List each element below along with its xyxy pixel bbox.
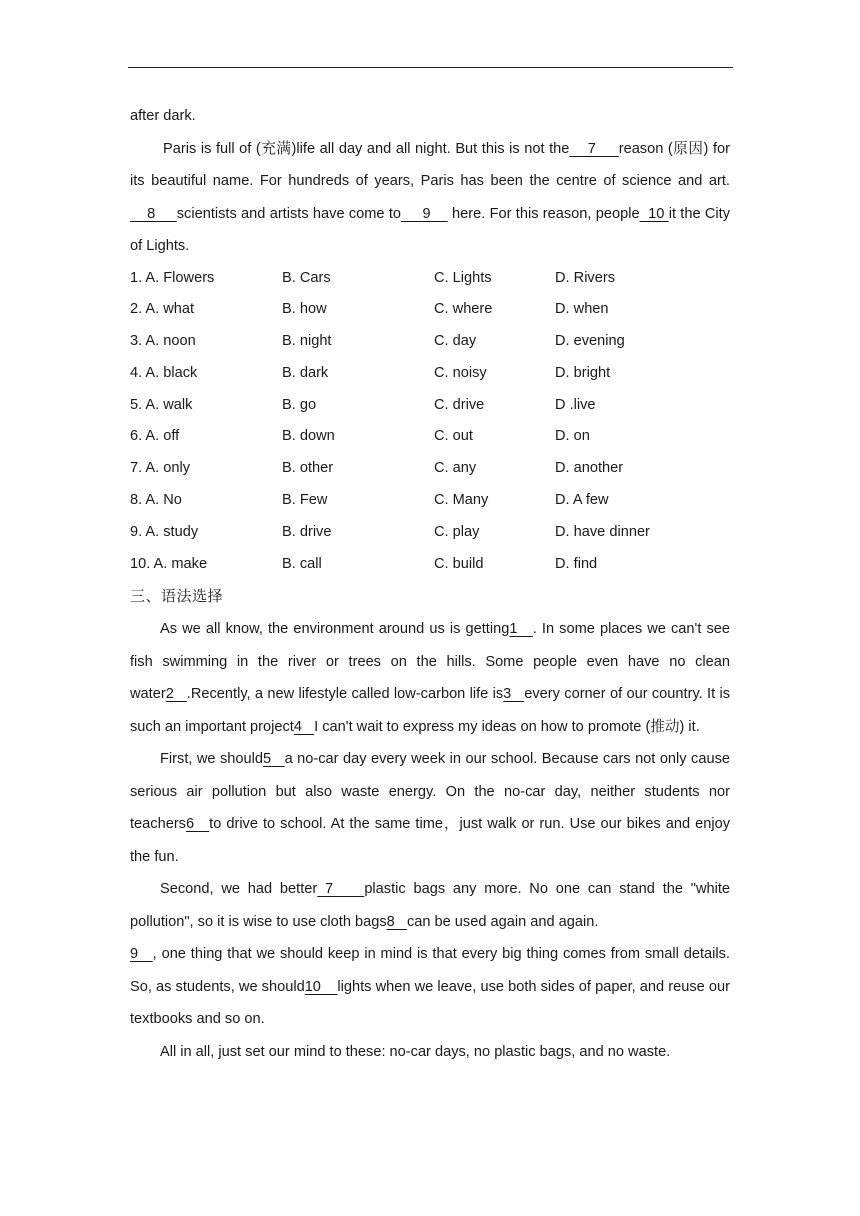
option-a: 7. A. only: [130, 460, 191, 477]
option-c: C. where: [434, 301, 493, 318]
option-d: D. find: [555, 555, 598, 572]
blank-9b: 9: [130, 946, 153, 963]
option-row: [130, 549, 730, 581]
option-a: 8. A. No: [130, 492, 182, 509]
blank-8b: 8: [386, 913, 407, 930]
option-c: C. day: [434, 333, 477, 350]
blank-7b: 7: [317, 881, 365, 898]
paragraph-text: Second, we had better: [160, 881, 318, 898]
option-b: B. dark: [282, 364, 329, 381]
paragraph-text: . In some places we can't see fish swimming in the river or trees on the hills. Some people even have no clean water: [130, 621, 731, 703]
option-row: [130, 358, 730, 390]
paragraph-text: .Recently, a new lifestyle called low-carbon life is: [186, 686, 504, 703]
option-d: D. evening: [555, 333, 625, 350]
paragraph-text: after dark.: [130, 108, 196, 124]
blank-1: 1: [509, 621, 533, 638]
option-b: B. Cars: [282, 269, 331, 286]
option-c: C. noisy: [434, 364, 487, 381]
paragraph-text: here. For this reason, people: [447, 205, 640, 222]
option-d: D. another: [555, 460, 624, 477]
paragraph-text: reason (原因) for its beautiful name. For hundreds of years, Paris has been the centre of science and art.: [130, 140, 731, 189]
paragraph-text: to drive to school. At the same time，just walk or run. Use our bikes and enjoy the fun.: [130, 816, 730, 865]
option-c: C. drive: [434, 396, 485, 413]
blank-2: 2: [165, 686, 187, 703]
header-rule: [128, 67, 733, 68]
option-row: [130, 517, 730, 549]
paragraph-text: it the City of Lights.: [130, 205, 731, 254]
paragraph-text: Paris is full of (充满)life all day and all night. But this is not the: [163, 140, 570, 157]
option-b: B. go: [282, 396, 317, 413]
paragraph-text: scientists and artists have come to: [176, 205, 401, 222]
option-d: D. on: [555, 428, 590, 445]
option-a: 9. A. study: [130, 523, 199, 540]
option-d: D. have dinner: [555, 523, 650, 540]
option-row: [130, 421, 730, 453]
option-d: D. bright: [555, 364, 611, 381]
option-d: D. A few: [555, 492, 609, 509]
option-c: C. build: [434, 555, 484, 572]
blank-6: 6: [185, 816, 210, 833]
paragraph-text: plastic bags any more. No one can stand the "white pollution", so it is wise to use cloth bags: [130, 881, 731, 930]
section-heading: 三、语法选择: [130, 587, 224, 606]
option-d: D. when: [555, 301, 609, 318]
paragraph-continuation: [130, 100, 730, 133]
page-content: [130, 100, 730, 1068]
option-row: [130, 390, 730, 422]
option-b: B. down: [282, 428, 335, 445]
option-c: C. Lights: [434, 269, 492, 286]
option-a: 2. A. what: [130, 301, 195, 318]
blank-10: 10: [639, 205, 669, 222]
option-a: 3. A. noon: [130, 333, 196, 350]
option-d: D .live: [555, 396, 596, 413]
blank-10b: 10: [304, 978, 338, 995]
option-row: [130, 326, 730, 358]
paragraph-second: [130, 873, 730, 938]
paragraph-paris: [130, 133, 730, 263]
blank-8: 8: [130, 205, 177, 222]
blank-5: 5: [263, 751, 285, 768]
option-d: D. Rivers: [555, 269, 615, 286]
option-c: C. play: [434, 523, 480, 540]
option-b: B. night: [282, 333, 332, 350]
paragraph-text: a no-car day every week in our school. Because cars not only cause serious air pollution but also waste energy. On the no-car day, neither students nor teachers: [130, 751, 731, 833]
paragraph-first: [130, 743, 730, 873]
option-a: 1. A. Flowers: [130, 269, 215, 286]
paragraph-text: can be used again and again.: [406, 913, 599, 930]
paragraph-third: [130, 938, 730, 1036]
paragraph-environment: [130, 613, 730, 743]
option-row: [130, 294, 730, 326]
option-b: B. Few: [282, 492, 328, 509]
option-a: 10. A. make: [130, 555, 208, 572]
paragraph-text: every corner of our country. It is such an important project: [130, 686, 731, 735]
option-c: C. any: [434, 460, 477, 477]
option-row: [130, 453, 730, 485]
option-c: C. Many: [434, 492, 489, 509]
option-b: B. call: [282, 555, 322, 572]
option-row: [130, 263, 730, 295]
paragraph-text: , one thing that we should keep in mind is that every big thing comes from small details. So, as students, we should: [130, 946, 730, 995]
blank-7: 7: [569, 140, 619, 157]
paragraph-text: lights when we leave, use both sides of paper, and reuse our textbooks and so on.: [130, 978, 730, 1028]
option-b: B. drive: [282, 523, 332, 540]
options-list: [130, 263, 730, 581]
option-a: 6. A. off: [130, 428, 180, 445]
blank-9: 9: [401, 205, 448, 222]
blank-3: 3: [503, 686, 525, 703]
option-c: C. out: [434, 428, 473, 445]
paragraph-text: All in all, just set our mind to these: no-car days, no plastic bags, and no waste.: [160, 1043, 671, 1060]
option-b: B. other: [282, 460, 334, 477]
blank-4: 4: [293, 718, 315, 735]
option-row: [130, 485, 730, 517]
option-a: 5. A. walk: [130, 396, 193, 413]
paragraph-text: I can't wait to express my ideas on how to promote (推动) it.: [314, 718, 700, 735]
option-a: 4. A. black: [130, 364, 198, 381]
option-b: B. how: [282, 301, 327, 318]
paragraph-text: First, we should: [160, 751, 264, 768]
paragraph-conclusion: [130, 1036, 730, 1069]
paragraph-text: As we all know, the environment around us is getting: [160, 621, 510, 638]
